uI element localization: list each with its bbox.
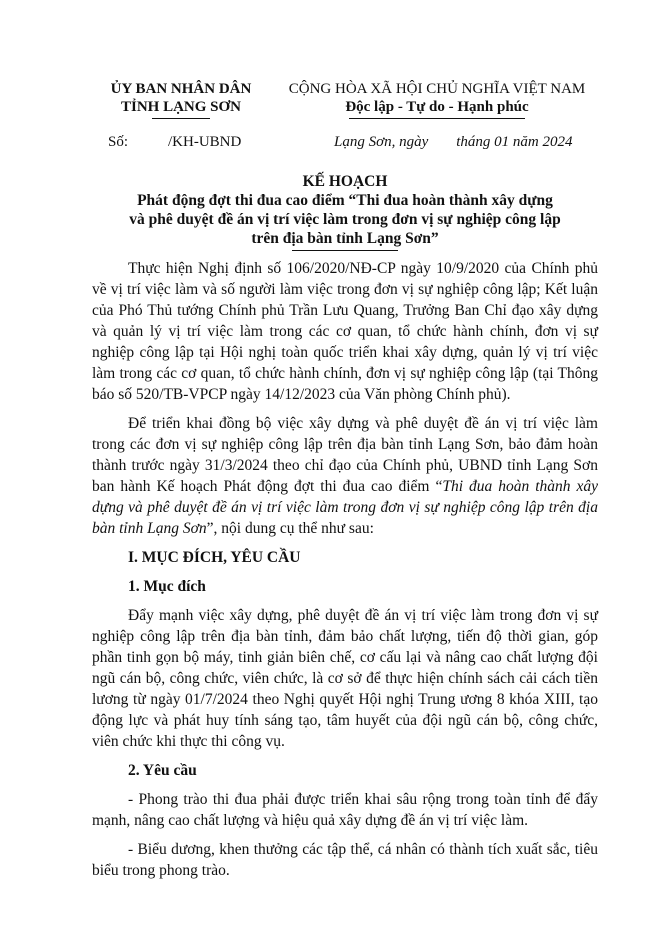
para2-start: Để triển khai đồng bộ việc xây dựng và phê duyệt đề án vị trí việc làm trong các đơn vị sự nghiệp công lập trên địa bàn tỉnh Lạng Sơn, bảo đảm hoàn thành trước ngày 31/3/2024 theo chỉ đạo của Chính phủ, UBND tỉnh Lạng Sơn ban hành Kế hoạch Phát động đợt thi đua cao điểm “ (92, 415, 598, 495)
place-date-suffix: tháng 01 năm 2024 (456, 134, 573, 150)
motto-underline (349, 118, 525, 119)
document-number (108, 133, 241, 151)
place-date-prefix: Lạng Sơn, ngày (334, 134, 429, 150)
title-line-2: và phê duyệt đề án vị trí việc làm trong đơn vị sự nghiệp công lập (129, 211, 561, 228)
title-underline (292, 250, 398, 251)
campaign-name: Thi đua hoàn thành xây dựng và phê duyệt đề án vị trí việc làm trong đơn vị sự nghiệp công lập trên địa bàn tỉnh Lạng Sơn (92, 478, 598, 537)
number-label: Số: (108, 134, 129, 150)
document-body (92, 258, 598, 889)
requirement-item: - Phong trào thi đua phải được triển khai sâu rộng trong toàn tỉnh để đẩy mạnh, nâng cao chất lượng và hiệu quả xây dựng đề án vị trí việc làm. (92, 791, 598, 829)
place-date (334, 133, 573, 151)
section-heading-1: I. MỤC ĐÍCH, YÊU CẦU (128, 549, 301, 566)
number-code: /KH-UBND (168, 134, 242, 150)
paragraph-purpose: Đẩy mạnh việc xây dựng, phê duyệt đề án vị trí việc làm trong đơn vị sự nghiệp công lập trên địa bàn tỉnh, đảm bảo chất lượng, tiến độ thời gian, góp phần tinh gọn bộ máy, tinh giản biên chế, cơ cấu lại và nâng cao chất lượng đội ngũ cán bộ, công chức, viên chức, là cơ sở để thực hiện chính sách cải cách tiền lương từ ngày 01/7/2024 theo Nghị quyết Hội nghị Trung ương 8 khóa XIII, tạo động lực và phát huy tính sáng tạo, tâm huyết của đội ngũ cán bộ, công chức, viên chức khi thực thi công vụ. (92, 607, 598, 750)
subsection-heading-purpose: 1. Mục đích (128, 578, 206, 595)
national-motto: Độc lập - Tự do - Hạnh phúc (345, 99, 529, 115)
para2-end: ”, nội dung cụ thể như sau: (206, 520, 374, 537)
subsection-heading-requirements: 2. Yêu cầu (128, 762, 197, 779)
requirement-item: - Biểu dương, khen thưởng các tập thể, cá nhân có thành tích xuất sắc, tiêu biểu trong phong trào. (92, 841, 598, 879)
title-line-3: trên địa bàn tỉnh Lạng Sơn” (251, 230, 439, 247)
agency-line-2: TỈNH LẠNG SƠN (120, 99, 242, 115)
agency-underline (152, 118, 210, 119)
national-heading (262, 80, 612, 119)
title-line-1: Phát động đợt thi đua cao điểm “Thi đua hoàn thành xây dựng (137, 192, 553, 209)
paragraph-purpose-statement (92, 413, 598, 539)
agency-line-1: ỦY BAN NHÂN DÂN (110, 81, 252, 97)
doc-type: KẾ HOẠCH (302, 173, 388, 190)
document-title (92, 172, 598, 251)
issuing-agency (96, 80, 266, 119)
paragraph-basis: Thực hiện Nghị định số 106/2020/NĐ-CP ngày 10/9/2020 của Chính phủ về vị trí việc làm và số người làm việc trong đơn vị sự nghiệp công lập; Kết luận của Phó Thủ tướng Chính phủ Trần Lưu Quang, Trưởng Ban Chỉ đạo xây dựng và quản lý vị trí việc làm trong các cơ quan, tổ chức hành chính, đơn vị sự nghiệp công lập tại Hội nghị toàn quốc triển khai xây dựng, quản lý vị trí việc làm trong các cơ quan, tổ chức hành chính, đơn vị sự nghiệp công lập (tại Thông báo số 520/TB-VPCP ngày 14/12/2023 của Văn phòng Chính phủ). (92, 260, 598, 403)
nation-name: CỘNG HÒA XÃ HỘI CHỦ NGHĨA VIỆT NAM (288, 81, 586, 97)
